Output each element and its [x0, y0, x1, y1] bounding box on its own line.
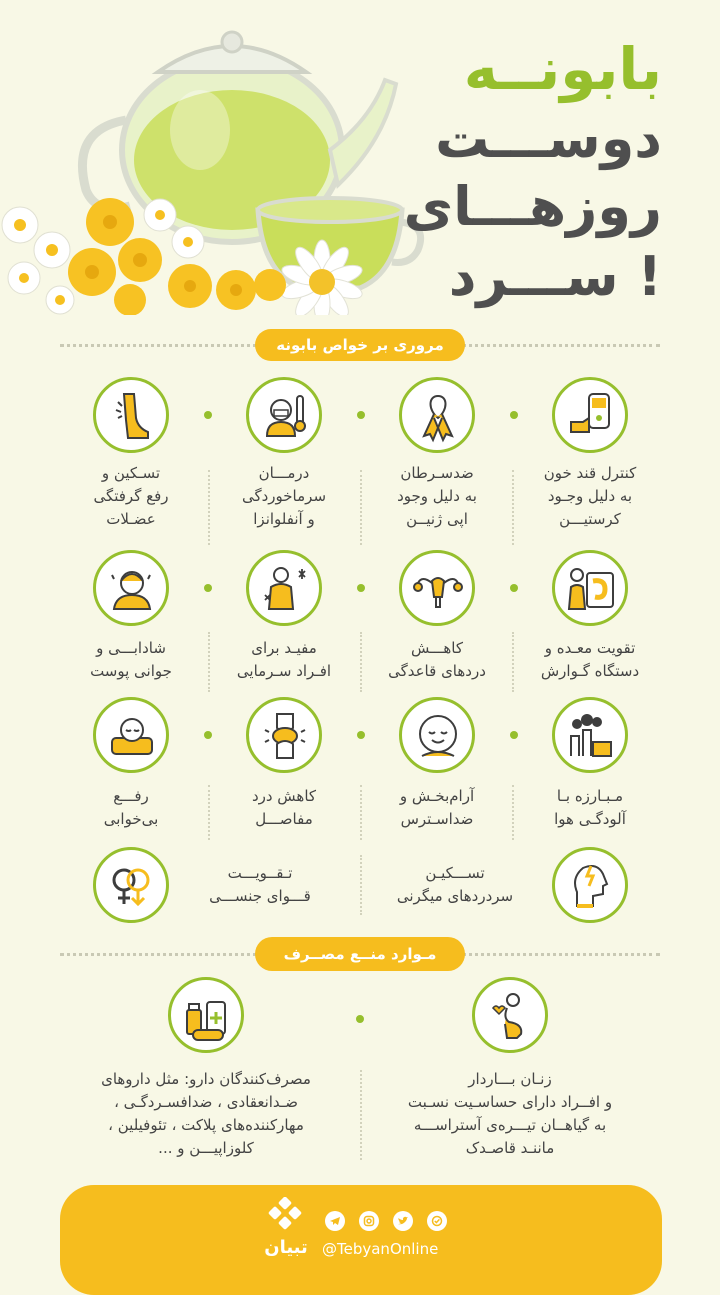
shivering-person-icon [257, 561, 313, 617]
glowing-skin-icon [104, 561, 160, 617]
contraindication-label [66, 1068, 346, 1160]
property-icon-circle [552, 550, 628, 626]
gender-symbols-icon [104, 858, 160, 914]
page-title-line-2: دوســـت [435, 107, 662, 170]
property-label [56, 637, 206, 683]
contraindication-icon-circle [472, 977, 548, 1053]
property-label-line: ضداسـترس [400, 810, 474, 828]
property-label [362, 637, 512, 683]
tebyan-logo-icon [265, 1197, 305, 1237]
property-label [56, 785, 206, 831]
property-label-line: و آنفلوانزا [253, 510, 315, 528]
property-label-line: آلودگـی هوا [554, 810, 626, 828]
property-label-line: اپی ژنیــن [406, 510, 468, 528]
cancer-ribbon-icon [410, 388, 466, 444]
pregnant-woman-icon [483, 988, 539, 1044]
property-label-line: تسـکین و [101, 464, 161, 482]
property-label [515, 462, 665, 531]
property-label-line: کاهـــش [411, 639, 463, 657]
bullet-dot [204, 731, 212, 739]
property-icon-circle [93, 377, 169, 453]
grid-separator [360, 1070, 362, 1160]
bullet-dot [510, 584, 518, 592]
contraindication-label [370, 1068, 650, 1160]
pollution-factory-icon [563, 708, 619, 764]
bullet-dot [510, 731, 518, 739]
property-icon-circle [93, 697, 169, 773]
sleeping-person-icon [104, 708, 160, 764]
property-label [362, 785, 512, 831]
chamomile-tea-illustration [0, 10, 430, 315]
property-icon-circle [93, 550, 169, 626]
twitter-icon[interactable] [393, 1211, 413, 1231]
bullet-dot [510, 411, 518, 419]
property-label-line: تســـکیـن [425, 864, 485, 882]
grid-separator [512, 785, 514, 840]
property-label-line: رفـــع [113, 787, 149, 805]
contraindication-label-line: کلوزاپیـــن و ... [158, 1139, 254, 1157]
bullet-dot [357, 731, 365, 739]
property-label-line: سرماخوردگی [241, 487, 327, 505]
page-title-line-1: بابونــه [463, 35, 662, 103]
property-label [362, 462, 512, 531]
bullet-dot [357, 584, 365, 592]
property-icon-circle [552, 697, 628, 773]
property-label-line: جوانی پوست [90, 662, 172, 680]
property-label-line: عضـلات [106, 510, 156, 528]
property-icon-circle [246, 697, 322, 773]
leg-cramp-icon [104, 388, 160, 444]
property-label-line: مفیـد برای [251, 639, 317, 657]
property-icon-circle [93, 847, 169, 923]
property-label-line: قـــوای جنســـی [209, 887, 311, 905]
property-label-line: به دلیل وجود [397, 487, 477, 505]
property-label [209, 785, 359, 831]
bullet-dot [204, 584, 212, 592]
property-label-line: افـراد سـرمایی [236, 662, 332, 680]
section-header-contraindications: مـوارد منــع مصــرف [255, 937, 465, 971]
aparat-icon[interactable] [427, 1211, 447, 1231]
property-label-line: تقویت معـده و [544, 639, 636, 657]
page-title-line-3: روزهـــای [403, 175, 662, 238]
calm-face-icon [410, 708, 466, 764]
property-label-line: بی‌خوابی [103, 810, 159, 828]
footer-bar [60, 1185, 662, 1295]
telegram-icon[interactable] [325, 1211, 345, 1231]
property-label [209, 462, 359, 531]
property-icon-circle [246, 377, 322, 453]
property-label [56, 462, 206, 531]
property-label-line: کرستیـــن [559, 510, 621, 528]
grid-separator [360, 632, 362, 692]
property-label [375, 862, 535, 908]
brand-name: تبیان [264, 1237, 308, 1258]
property-label-line: دستگاه گـوارش [540, 662, 640, 680]
property-icon-circle [552, 847, 628, 923]
property-icon-circle [399, 697, 475, 773]
property-label-line: شادابـــی و [96, 639, 166, 657]
contraindication-label-line: به گیاهــان تیـــره‌ی آستراســـه [413, 1116, 607, 1134]
medicine-bottles-icon [179, 988, 235, 1044]
grid-separator [208, 785, 210, 840]
uterus-icon [410, 561, 466, 617]
digestive-system-icon [563, 561, 619, 617]
property-icon-circle [552, 377, 628, 453]
cold-thermometer-icon [257, 388, 313, 444]
section-header-properties: مروری بر خواص بابونه [255, 329, 465, 361]
property-label-line: رفع گرفتگی [93, 487, 169, 505]
instagram-icon[interactable] [359, 1211, 379, 1231]
grid-separator [360, 470, 362, 545]
contraindication-label-line: ماننـد قاصـدک [465, 1139, 555, 1157]
property-label-line: کنترل قند خون [543, 464, 637, 482]
social-handle[interactable]: @TebyanOnline [322, 1240, 439, 1258]
migraine-head-icon [563, 858, 619, 914]
contraindication-label-line: مهارکننده‌های پلاکت ، تئوفیلین ، [108, 1116, 304, 1134]
property-label-line: درمـــان [258, 464, 310, 482]
property-label-line: به دلیل وجـود [547, 487, 633, 505]
property-icon-circle [246, 550, 322, 626]
property-label-line: تـقــویـــت [227, 864, 293, 882]
contraindication-label-line: مصرف‌کنندگان دارو: مثل داروهای [101, 1070, 311, 1088]
property-label [515, 785, 665, 831]
property-label-line: دردهای قاعدگی [388, 662, 486, 680]
bullet-dot [357, 411, 365, 419]
grid-separator [512, 632, 514, 692]
grid-separator [208, 632, 210, 692]
joint-pain-icon [257, 708, 313, 764]
contraindication-label-line: زنـان بـــاردار [468, 1070, 552, 1088]
property-label-line: مفاصـــل [255, 810, 313, 828]
grid-separator [208, 470, 210, 545]
property-icon-circle [399, 550, 475, 626]
grid-separator [360, 855, 362, 915]
property-label [180, 862, 340, 908]
contraindication-label-line: ضـدانعقادی ، ضدافسـردگـی ، [114, 1093, 298, 1111]
property-label-line: آرام‌بخـش و [399, 787, 475, 805]
contraindication-label-line: و افــراد دارای حساسـیت نسـبت [407, 1093, 613, 1111]
glucose-meter-icon [563, 388, 619, 444]
property-icon-circle [399, 377, 475, 453]
bullet-dot [356, 1015, 364, 1023]
bullet-dot [204, 411, 212, 419]
property-label [515, 637, 665, 683]
page-title-line-4: ســـرد ! [448, 245, 662, 308]
property-label-line: کاهش درد [251, 787, 317, 805]
grid-separator [360, 785, 362, 840]
grid-separator [512, 470, 514, 545]
property-label-line: ضدسـرطان [400, 464, 474, 482]
contraindication-icon-circle [168, 977, 244, 1053]
property-label-line: سردردهای میگرنی [396, 887, 514, 905]
property-label [209, 637, 359, 683]
property-label-line: مـبـارزه بـا [556, 787, 624, 805]
